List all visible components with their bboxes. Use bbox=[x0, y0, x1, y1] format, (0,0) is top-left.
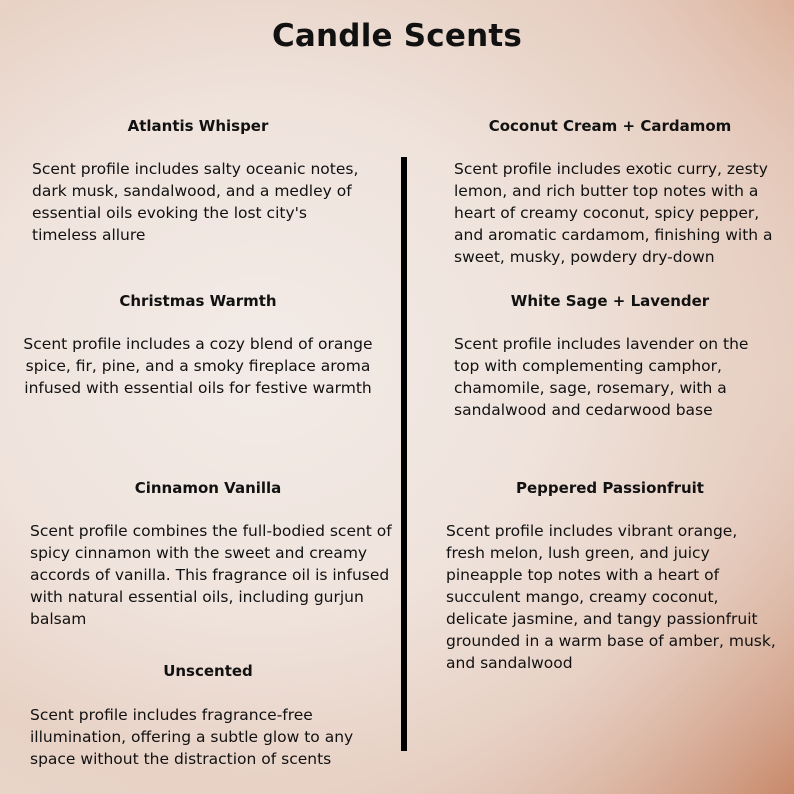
scent-description-atlantis-whisper bbox=[32, 158, 358, 246]
scent-heading-christmas-warmth: Christmas Warmth bbox=[119, 292, 277, 310]
description-line: grounded in a warm base of amber, musk, bbox=[446, 632, 776, 650]
scent-heading-coconut-cream-cardamom: Coconut Cream + Cardamom bbox=[488, 117, 732, 135]
scent-description-white-sage-lavender bbox=[454, 333, 748, 421]
scent-heading-unscented: Unscented bbox=[163, 662, 253, 680]
description-line: Scent profile includes a cozy blend of orange bbox=[23, 335, 373, 353]
column-divider bbox=[401, 157, 407, 751]
description-line: Scent profile includes fragrance-free bbox=[30, 706, 313, 724]
scent-description-cinnamon-vanilla bbox=[30, 520, 392, 630]
description-line: fresh melon, lush green, and juicy bbox=[446, 544, 710, 562]
scent-description-christmas-warmth bbox=[22, 333, 374, 399]
description-line: lemon, and rich butter top notes with a bbox=[454, 182, 759, 200]
description-line: space without the distraction of scents bbox=[30, 750, 332, 768]
description-line: Scent profile combines the full-bodied scent of bbox=[30, 522, 392, 540]
description-line: and sandalwood bbox=[446, 654, 573, 672]
description-line: dark musk, sandalwood, and a medley of bbox=[32, 182, 352, 200]
description-line: essential oils evoking the lost city's bbox=[32, 204, 307, 222]
description-line: balsam bbox=[30, 610, 87, 628]
description-line: delicate jasmine, and tangy passionfruit bbox=[446, 610, 758, 628]
description-line: Scent profile includes lavender on the bbox=[454, 335, 749, 353]
description-line: timeless allure bbox=[32, 226, 146, 244]
description-line: accords of vanilla. This fragrance oil is infused bbox=[30, 566, 390, 584]
description-line: top with complementing camphor, bbox=[454, 357, 722, 375]
description-line: illumination, offering a subtle glow to any bbox=[30, 728, 354, 746]
description-line: spice, fir, pine, and a smoky fireplace aroma bbox=[25, 357, 371, 375]
scent-description-coconut-cream-cardamom bbox=[454, 158, 773, 268]
description-line: infused with essential oils for festive warmth bbox=[24, 379, 372, 397]
description-line: and aromatic cardamom, finishing with a bbox=[454, 226, 773, 244]
scent-description-peppered-passionfruit bbox=[446, 520, 776, 674]
description-line: Scent profile includes salty oceanic notes, bbox=[32, 160, 359, 178]
description-line: pineapple top notes with a heart of bbox=[446, 566, 720, 584]
description-line: succulent mango, creamy coconut, bbox=[446, 588, 719, 606]
scent-heading-atlantis-whisper: Atlantis Whisper bbox=[127, 117, 269, 135]
scent-description-unscented bbox=[30, 704, 353, 770]
page-title: Candle Scents bbox=[271, 18, 523, 54]
description-line: spicy cinnamon with the sweet and creamy bbox=[30, 544, 368, 562]
scent-heading-cinnamon-vanilla: Cinnamon Vanilla bbox=[134, 479, 282, 497]
scent-heading-white-sage-lavender: White Sage + Lavender bbox=[510, 292, 710, 310]
description-line: chamomile, sage, rosemary, with a bbox=[454, 379, 727, 397]
scent-heading-peppered-passionfruit: Peppered Passionfruit bbox=[516, 479, 704, 497]
description-line: Scent profile includes vibrant orange, bbox=[446, 522, 738, 540]
description-line: sandalwood and cedarwood base bbox=[454, 401, 713, 419]
description-line: heart of creamy coconut, spicy pepper, bbox=[454, 204, 760, 222]
description-line: with natural essential oils, including gurjun bbox=[30, 588, 364, 606]
description-line: sweet, musky, powdery dry-down bbox=[454, 248, 715, 266]
description-line: Scent profile includes exotic curry, zesty bbox=[454, 160, 768, 178]
